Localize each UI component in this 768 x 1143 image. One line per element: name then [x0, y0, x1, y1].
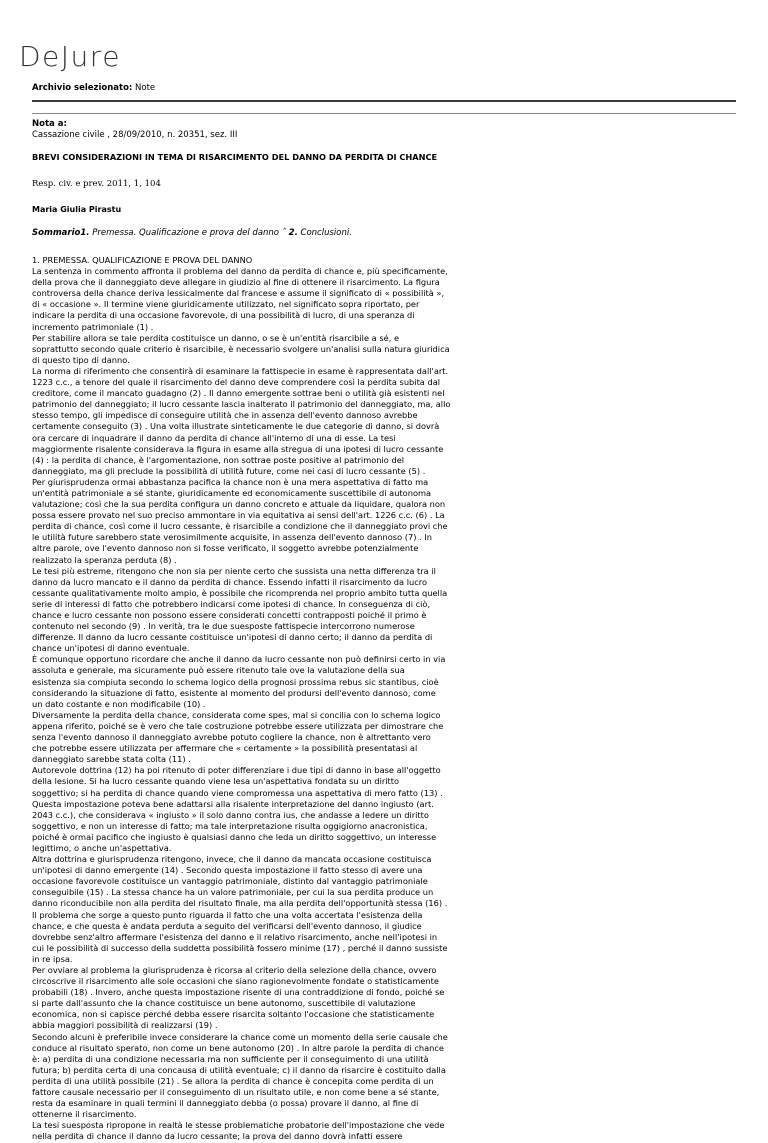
- summary-item-1-number: 1.: [80, 228, 90, 238]
- summary-label: Sommario: [32, 228, 81, 238]
- body-line: Diversamente la perdita della chance, considerata come spes, mal si concilia con lo schema logico: [32, 709, 441, 720]
- body-line: economica, non si capisce perché debba essere risarcita soltanto l'occasione che statisticamente: [32, 1009, 435, 1020]
- body-line: nella perdita di chance il danno da lucro cessante; la prova del danno dovrà infatti essere: [32, 1131, 403, 1142]
- body-line: maggiormente risalente considerava la figura in esame alla stregua di una ipotesi di lucro cessante: [32, 443, 444, 454]
- body-line: senza l'evento dannoso il danneggiato avrebbe potuto cogliere la chance, non è altrettanto vero: [32, 732, 431, 743]
- body-line: chance un'ipotesi di danno eventuale.: [32, 643, 190, 654]
- body-line: certamente conseguito (3) . Una volta illustrate sinteticamente le due categorie di danno, si dovrà: [32, 421, 440, 432]
- body-line: Altra dottrina e giurisprudenza ritengono, invece, che il danno da mancata occasione costituisca: [32, 854, 432, 865]
- body-line: Per stabilire allora se tale perdita costituisce un danno, o se è un'entità risarcibile a sé, e: [32, 332, 400, 343]
- body-line: indicare la perdita di una occasione favorevole, di una possibilità di lucro, di una speranza di: [32, 310, 415, 321]
- body-line: le utilità future sarebbero state verosimilmente acquisite, in assenza dell'evento dannoso (7) . In: [32, 532, 432, 543]
- summary: [32, 228, 352, 238]
- body-line: Autorevole dottrina (12) ha poi ritenuto di poter differenziare i due tipi di danno in base all'oggetto: [32, 765, 441, 776]
- body-line: è: a) perdita di una condizione necessaria ma non sufficiente per il conseguimento di una utilità: [32, 1053, 429, 1064]
- body-line: valutazione; così che la sua perdita configura un danno concreto e attuale da liquidare, qualora non: [32, 499, 446, 510]
- body-line: contenuto nel secondo (9) . In verità, tra le due suesposte fattispecie intercorrono numerose: [32, 621, 415, 632]
- body-line: di « occasione ». Il termine viene giuridicamente utilizzato, nel significato sopra riportato, per: [32, 299, 420, 310]
- body-line: assoluta e generale, ma sicuramente può essere ritenuto tale ove la valutazione della sua: [32, 665, 405, 676]
- body-line: 1223 c.c., a tenore del quale il risarcimento del danno deve comprendere così la perdita subita dal: [32, 377, 441, 388]
- body-line: soggettivo, e non un interesse di fatto; ma tale interpretazione risulta oggigiorno anacronistica,: [32, 820, 428, 831]
- summary-item-1-text: Premessa. Qualificazione e prova del danno ˆ: [92, 228, 286, 238]
- body-line: Per ovviare al problema la giurisprudenza è ricorsa al criterio della selezione della chance, ovvero: [32, 965, 437, 975]
- body-line: considerando la situazione di fatto, esistente al momento del prodursi dell'evento dannoso, come: [32, 687, 436, 698]
- body-line: serie di interessi di fatto che potrebbero indicarsi come ipotesi di chance. In conseguenza di ciò,: [32, 598, 431, 609]
- body-line: resta da esaminare in quali termini il danneggiato debba (o possa) provare il danno, al fine di: [32, 1098, 419, 1109]
- nota-label: Nota a:: [32, 119, 67, 129]
- body-line: danno riconducibile non alla perdita del risultato finale, ma alla perdita dell'opportunità stessa (16) .: [32, 898, 448, 909]
- body-line: danneggiato sarebbe stata colta (11) .: [32, 754, 191, 765]
- body-line: conduce al risultato sperato, non come un bene autonomo (20) . In altre parole la perdita di chance: [32, 1042, 444, 1053]
- body-line: legittimo, o anche un'aspettativa.: [32, 842, 172, 853]
- body-line: circoscrive il risarcimento alle sole occasioni che siano ragionevolmente fondate o statisticamente: [32, 976, 439, 987]
- body-line: perdita di una utilità possibile (21) . Se allora la perdita di chance è concepita come perdita di un: [32, 1075, 434, 1086]
- archive-label: Archivio selezionato:: [32, 83, 133, 93]
- body-line: ottenerne il risarcimento.: [32, 1109, 137, 1120]
- body-line: si parte dall'assunto che la chance costituisce un bene autonomo, suscettibile di valutazione: [32, 998, 416, 1009]
- body-line: 1. PREMESSA. QUALIFICAZIONE E PROVA DEL DANNO: [32, 255, 253, 265]
- body-line: patrimonio del danneggiato; il lucro cessante lascia inalterato il patrimonio del danneggiato, ma, allo: [32, 399, 451, 410]
- body-line: Il problema che sorge a questo punto riguarda il fatto che una volta accertata l'esistenza della: [32, 909, 423, 920]
- body-line: La tesi suesposta ripropone in realtà le stesse problematiche probatorie dell'impostazione che vede: [32, 1120, 445, 1131]
- nota-citation: Cassazione civile , 28/09/2010, n. 20351, sez. III: [32, 130, 238, 140]
- body-line: possa essere provato nel suo preciso ammontare in via equitativa ai sensi dell'art. 1226 c.c. (6) . La: [32, 510, 445, 521]
- body-line: un dato costante e non modificabile (10) .: [32, 698, 206, 709]
- summary-item-2-number: 2.: [288, 228, 298, 238]
- body-line: di questo tipo di danno.: [32, 354, 130, 365]
- body-line: abbia maggiori possibilità di realizzarsi (19) .: [32, 1020, 218, 1031]
- body-line: in re ipsa.: [32, 953, 73, 964]
- archive-selection: [32, 83, 155, 93]
- article-title: BREVI CONSIDERAZIONI IN TEMA DI RISARCIMENTO DEL DANNO DA PERDITA DI CHANCE: [32, 152, 438, 162]
- body-line: della lesione. Si ha lucro cessante quando viene lesa un'aspettativa fondata su un diritto: [32, 776, 400, 787]
- header-divider: [32, 100, 736, 102]
- body-line: perdita di chance, così come il lucro cessante, è risarcibile a condizione che il danneggiato provi che: [32, 521, 448, 532]
- body-line: appena riferito, poiché se è vero che tale costruzione potrebbe essere utilizzata per dimostrare che: [32, 720, 444, 731]
- body-line: danno da lucro mancato e il danno da perdita di chance. Essendo infatti il risarcimento da lucro: [32, 576, 428, 587]
- article-body: [32, 255, 740, 1143]
- body-line: È comunque opportuno ricordare che anche il danno da lucro cessante non può definirsi certo in via: [32, 654, 446, 665]
- body-line: incremento patrimoniale (1) .: [32, 321, 154, 332]
- body-line: differenze. Il danno da lucro cessante costituisce un'ipotesi di danno certo; il danno da perdita di: [32, 632, 433, 643]
- body-line: occasione favorevole costituisce un vantaggio patrimoniale, distinto dal vantaggio patrimoniale: [32, 876, 428, 887]
- body-line: altre parole, ove l'evento dannoso non si fosse verificato, il soggetto avrebbe potenzialmente: [32, 543, 419, 554]
- archive-value: Note: [135, 83, 156, 93]
- author-name: Maria Giulia Pirastu: [32, 205, 122, 214]
- body-line: 2043 c.c.), che considerava « ingiusto » il solo danno contra ius, che andasse a ledere un diritto: [32, 809, 429, 820]
- body-line: cessante qualitativamente molto ampio, è possibile che ricomprenda nel proprio ambito tutta quella: [32, 587, 448, 598]
- body-line: cui le possibilità di successo della suddetta possibilità fossero minime (17) , perché il danno sussiste: [32, 942, 448, 953]
- body-line: realizzato la speranza perduta (8) .: [32, 554, 177, 565]
- body-line: Secondo alcuni è preferibile invece considerare la chance come un momento della serie causale che: [32, 1031, 448, 1042]
- section-divider: [32, 113, 736, 114]
- body-line: (4) : la perdita di chance, è l'argomentazione, non sottrae poste positive al patrimonio del: [32, 454, 405, 465]
- body-line: Le tesi più estreme, ritengono che non sia per niente certo che sussista una netta differenza tra il: [32, 565, 436, 576]
- body-line: danneggiato, ma gli preclude la possibilità di utilità future, come nei casi di lucro cessante (5) .: [32, 465, 426, 476]
- body-line: probabili (18) . Invero, anche questa impostazione risente di una contraddizione di fondo, poiché se: [32, 987, 445, 998]
- body-line: poiché è ormai pacifico che ingiusto è qualsiasi danno che leda un diritto soggettivo, un interesse: [32, 831, 437, 842]
- body-line: dovrebbe senz'altro affermare l'esistenza del danno e il relativo risarcimento, anche nell'ipotesi in: [32, 931, 438, 942]
- body-line: chance, e che questa è andata perduta a seguito del verificarsi dell'evento dannoso, il giudice: [32, 920, 422, 931]
- body-line: chance e lucro cessante non possono essere considerati concetti contrapposti poiché il primo è: [32, 610, 427, 620]
- body-line: soggettivo; si ha perdita di chance quando viene compromessa una aspettativa di mero fatto (13) .: [32, 787, 443, 798]
- body-line: stesso tempo, gli impedisce di conseguire utilità che in assenza dell'evento dannoso avrebbe: [32, 410, 418, 421]
- body-line: La norma di riferimento che consentirà di esaminare la fattispecie in esame è rappresentata dall'art.: [32, 365, 449, 376]
- body-line: conseguibile (15) . La stessa chance ha un valore patrimoniale, per cui la sua perdita produce un: [32, 887, 434, 898]
- nota-block: [32, 119, 237, 141]
- body-line: Per giurisprudenza ormai abbastanza pacifica la chance non è una mera aspettativa di fatto ma: [32, 476, 429, 487]
- body-line: ora cercare di inquadrare il danno da perdita di chance all'interno di una di esse. La tesi: [32, 432, 396, 443]
- body-line: Questa impostazione poteva bene adattarsi alla risalente interpretazione del danno ingiusto (art.: [32, 798, 434, 809]
- journal-reference: Resp. civ. e prev. 2011, 1, 104: [32, 179, 161, 189]
- body-line: della prova che il danneggiato deve allegare in giudizio al fine di ottenere il risarcimento. La figura: [32, 277, 440, 288]
- body-line: un'ipotesi di danno emergente (14) . Secondo questa impostazione il fatto stesso di avere una: [32, 865, 423, 876]
- dejure-logo: DeJure: [19, 40, 121, 73]
- body-line: La sentenza in commento affronta il problema del danno da perdita di chance e, più specificamente,: [32, 266, 448, 277]
- body-line: esistenza sia compiuta secondo lo schema logico della prognosi prossima rebus sic stantibus, cioè: [32, 676, 439, 687]
- body-line: un'entità patrimoniale a sé stante, giuridicamente ed economicamente suscettibile di autonoma: [32, 487, 432, 498]
- body-line: che potrebbe essere utilizzata per affermare che « certamente » la possibilità presentatasi al: [32, 743, 418, 754]
- body-line: fattore causale necessario per il conseguimento di un risultato utile, e non come bene a sé stante,: [32, 1087, 440, 1098]
- body-line: creditore, come il mancato guadagno (2) . Il danno emergente sottrae beni o utilità già esistenti nel: [32, 388, 445, 399]
- body-line: soprattutto secondo quale criterio è risarcibile, è necessario svolgere un'analisi sulla natura giuridica: [32, 343, 450, 354]
- summary-item-2-text: Conclusioni.: [300, 228, 352, 238]
- body-line: controversa della chance deriva lessicalmente dal francese e assume il significato di « possibilità »,: [32, 288, 445, 299]
- body-line: futura; b) perdita certa di una concausa di utilità eventuale; c) il danno da risarcire è costituito dalla: [32, 1064, 446, 1075]
